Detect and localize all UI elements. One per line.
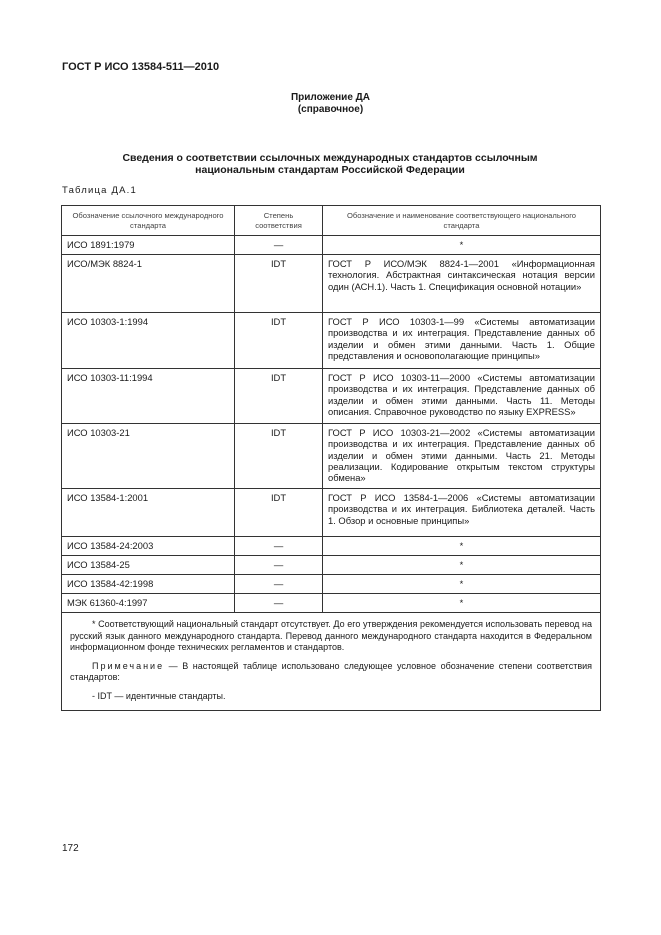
conformity-degree: —	[235, 537, 323, 556]
heading-line: национальным стандартам Российской Федерации	[195, 164, 465, 176]
national-standard: *	[323, 537, 601, 556]
column-header: Обозначение и наименование соответствующего национального стандарта	[323, 206, 601, 236]
note-item: - IDT — идентичные стандарты.	[92, 690, 226, 701]
national-standard: *	[323, 236, 601, 255]
note	[70, 661, 592, 684]
ref-standard: ИСО 13584-42:1998	[62, 575, 235, 594]
table-row	[62, 489, 601, 537]
table-row	[62, 594, 601, 613]
table-row	[62, 424, 601, 489]
national-standard: ГОСТ Р ИСО 10303-1—99 «Системы автоматизации производства и их интеграция. Представление данных об изделии и обмен этими данными. Часть 1. Общие представления и основополагающие принципы»	[323, 313, 601, 369]
ref-standard: ИСО 10303-21	[62, 424, 235, 489]
column-header: Степень соответствия	[235, 206, 323, 236]
annex-subtitle: (справочное)	[297, 104, 364, 115]
ref-standard: МЭК 61360-4:1997	[62, 594, 235, 613]
table-row	[62, 537, 601, 556]
annex-label: Приложение ДА	[290, 92, 371, 103]
table-caption: Таблица ДА.1	[62, 185, 137, 196]
conformity-degree: —	[235, 575, 323, 594]
page-number: 172	[62, 843, 79, 854]
table-row	[62, 255, 601, 313]
notes-cell	[62, 613, 601, 711]
table-row	[62, 556, 601, 575]
note-text: — В настоящей таблице использовано следующее условное обозначение степени соответствия стандартов:	[70, 660, 592, 682]
standards-table	[61, 205, 601, 711]
ref-standard: ИСО 13584-24:2003	[62, 537, 235, 556]
national-standard: *	[323, 594, 601, 613]
conformity-degree: —	[235, 594, 323, 613]
national-standard: ГОСТ Р ИСО 10303-21—2002 «Системы автоматизации производства и их интеграция. Представление данных об изделии и обмен этими данными. Часть 21. Методы реализации. Кодирование открытым текстом структуры обмена»	[323, 424, 601, 489]
conformity-degree: IDT	[235, 369, 323, 424]
table-row	[62, 369, 601, 424]
ref-standard: ИСО 10303-11:1994	[62, 369, 235, 424]
table-row	[62, 575, 601, 594]
national-standard: ГОСТ Р ИСО 13584-1—2006 «Системы автоматизации производства и их интеграция. Библиотека деталей. Часть 1. Обзор и основные принципы»	[323, 489, 601, 537]
conformity-degree: IDT	[235, 255, 323, 313]
document-code: ГОСТ Р ИСО 13584-511—2010	[62, 61, 220, 73]
ref-standard: ИСО 1891:1979	[62, 236, 235, 255]
table-row	[62, 236, 601, 255]
table-row	[62, 313, 601, 369]
column-header: Обозначение ссылочного международного стандарта	[62, 206, 235, 236]
note-label: Примечание	[92, 660, 165, 671]
national-standard: *	[323, 575, 601, 594]
annex-title	[0, 92, 661, 116]
national-standard: ГОСТ Р ИСО 10303-11—2000 «Системы автоматизации производства и их интеграция. Представление данных об изделии и обмен этими данными. Часть 11. Методы описания. Справочное руководство по языку EXPRESS»	[323, 369, 601, 424]
section-heading	[80, 152, 580, 176]
table-header	[62, 206, 601, 236]
ref-standard: ИСО 10303-1:1994	[62, 313, 235, 369]
conformity-degree: IDT	[235, 424, 323, 489]
heading-line: Сведения о соответствии ссылочных международных стандартов ссылочным	[122, 152, 538, 164]
conformity-degree: —	[235, 236, 323, 255]
conformity-degree: IDT	[235, 313, 323, 369]
ref-standard: ИСО 13584-25	[62, 556, 235, 575]
conformity-degree: —	[235, 556, 323, 575]
ref-standard: ИСО 13584-1:2001	[62, 489, 235, 537]
ref-standard: ИСО/МЭК 8824-1	[62, 255, 235, 313]
conformity-degree: IDT	[235, 489, 323, 537]
national-standard: *	[323, 556, 601, 575]
table-notes	[62, 613, 601, 711]
footnote: * Соответствующий национальный стандарт отсутствует. До его утверждения рекомендуется использовать перевод на русский язык данного международного стандарта. Перевод данного международного стандарта находится в Федеральном информационном фонде технических регламентов и стандартов.	[70, 619, 592, 652]
national-standard: ГОСТ Р ИСО/МЭК 8824-1—2001 «Информационная технология. Абстрактная синтаксическая нотация версии один (АСН.1). Часть 1. Спецификация основной нотации»	[323, 255, 601, 313]
